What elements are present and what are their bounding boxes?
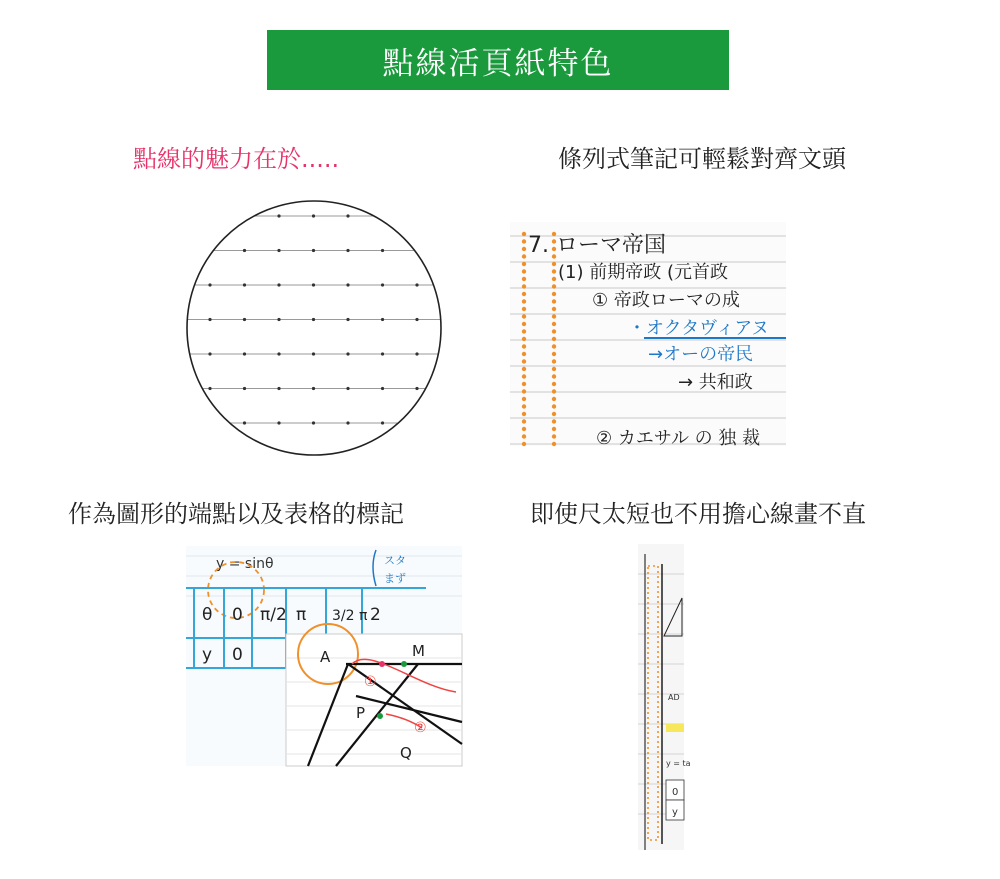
ruler-label-eq: y = ta: [666, 759, 691, 768]
ruler-label-ad: AD: [668, 693, 680, 702]
title-banner: [267, 30, 729, 90]
cell-theta-0: 0: [232, 605, 243, 625]
caption-graph-endpoints: 作為圖形的端點以及表格的標記: [68, 500, 404, 528]
side-note-2: まず: [384, 572, 406, 585]
note-line-3: ① 帝政ローマの成: [592, 290, 740, 311]
side-note-1: スタ: [384, 554, 406, 567]
cell-y-0: 0: [232, 645, 243, 665]
ruler-cell-0: 0: [672, 787, 679, 798]
cell-theta-3-2-pi: 3/2 π: [332, 608, 368, 624]
point-m: M: [412, 642, 425, 660]
note-line-6: → 共和政: [678, 372, 753, 393]
caption-dot-appeal: 點線的魅力在於.....: [133, 145, 340, 173]
point-p: P: [356, 704, 366, 722]
cell-y: y: [202, 645, 213, 665]
cell-theta-2: 2: [370, 605, 381, 625]
cell-theta-pi-half: π/2: [260, 605, 287, 625]
note-line-5: →オーの帝民: [648, 344, 754, 365]
note-line-1: 7. ローマ帝国: [528, 233, 666, 258]
marker-1: ①: [364, 674, 377, 690]
banner-title: 點線活頁紙特色: [382, 45, 614, 82]
dot-line-circle-illustration: [180, 186, 448, 470]
caption-bullet-alignment: 條列式筆記可輕鬆對齊文頭: [558, 145, 846, 173]
note-line-4: ・オクタヴィアヌ: [628, 318, 769, 339]
cell-theta: θ: [202, 605, 213, 625]
ruler-cell-y: y: [672, 807, 678, 818]
marker-2: ②: [414, 720, 427, 736]
graph-table-sample: [186, 546, 462, 766]
cell-theta-pi: π: [296, 605, 307, 625]
svg-text:② カエサル の 独 裁: ② カエサル の 独 裁: [596, 428, 761, 449]
bullet-note-sample: [510, 222, 786, 449]
point-q: Q: [400, 744, 412, 762]
note-line-2: (1) 前期帝政 (元首政: [558, 262, 728, 283]
point-a: A: [320, 648, 331, 666]
short-ruler-sample: [638, 544, 691, 850]
equation-label: y = sinθ: [216, 556, 274, 572]
caption-short-ruler: 即使尺太短也不用擔心線畫不直: [530, 500, 866, 528]
circle-outline: [187, 201, 441, 455]
